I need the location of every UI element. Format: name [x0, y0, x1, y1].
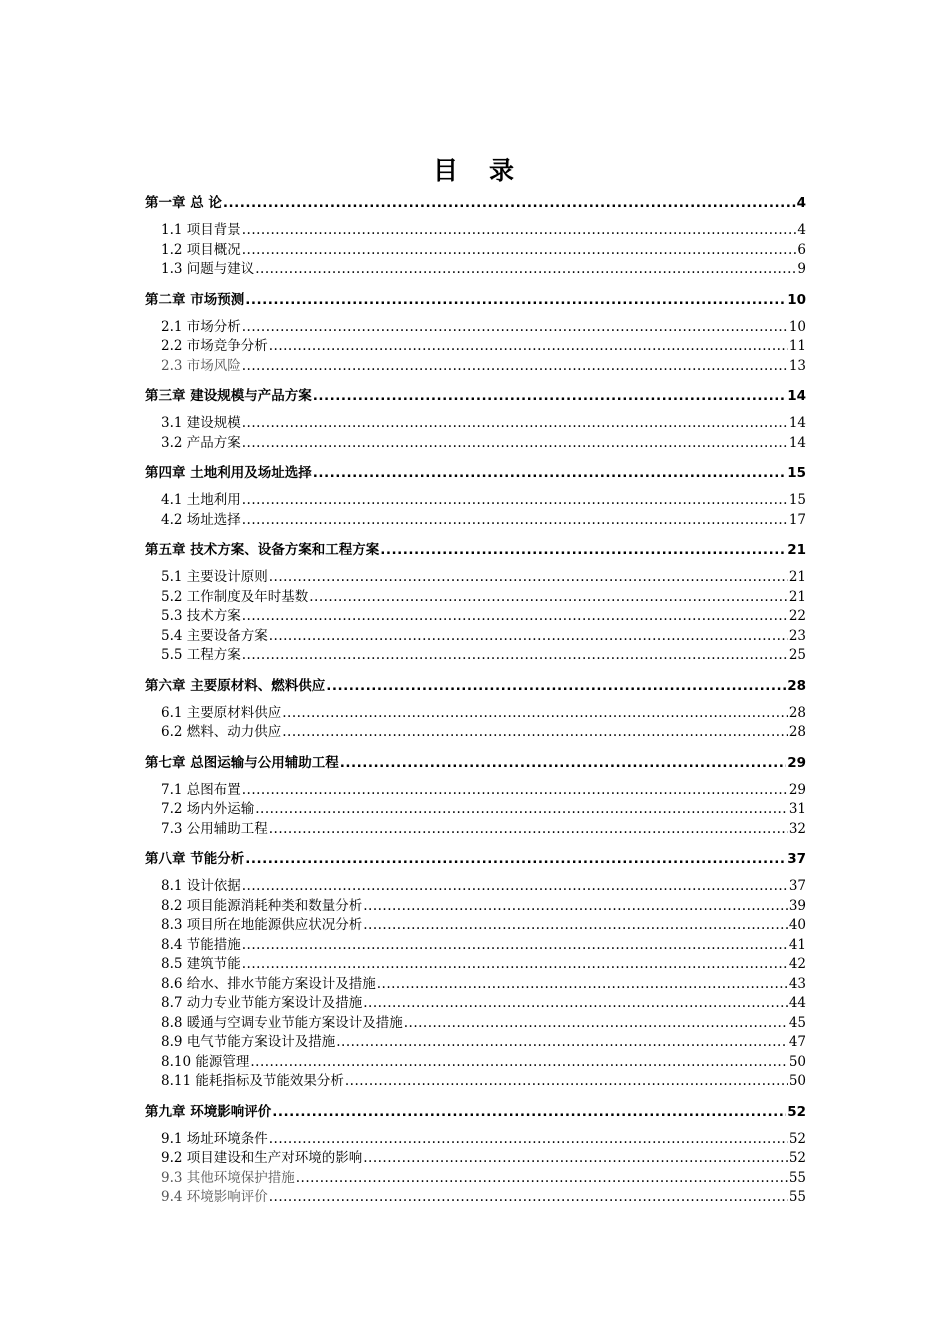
dot-leader	[340, 753, 787, 773]
toc-section[interactable]	[161, 318, 806, 338]
toc-section-page-number: 50	[788, 1073, 806, 1089]
toc-chapter-label: 第五章 技术方案、设备方案和工程方案	[145, 542, 380, 558]
dot-leader	[242, 414, 788, 434]
dot-leader	[255, 800, 788, 820]
dot-leader	[269, 568, 788, 588]
toc-section[interactable]	[161, 491, 806, 511]
toc-section-page-number: 55	[788, 1169, 806, 1186]
toc-chapter-label: 第六章 主要原材料、燃料供应	[145, 677, 326, 694]
toc-chapter[interactable]	[145, 1102, 806, 1122]
toc-section[interactable]	[161, 1014, 806, 1034]
toc-section-list	[0, 781, 950, 840]
toc-chapter[interactable]	[145, 676, 806, 696]
toc-chapter-page-number: 52	[787, 1103, 806, 1120]
dot-leader	[363, 1149, 788, 1169]
toc-section-label: 5.1 主要设计原则	[161, 569, 268, 585]
dot-leader	[242, 936, 788, 956]
toc-section-label: 8.9 电气节能方案设计及措施	[161, 1034, 336, 1050]
toc-section-label: 8.3 项目所在地能源供应状况分析	[161, 917, 363, 933]
toc-section-list	[0, 1130, 950, 1208]
toc-section-page-number: 50	[788, 1053, 806, 1070]
dot-leader	[272, 1102, 786, 1122]
dot-leader	[309, 588, 788, 608]
toc-chapter[interactable]	[145, 386, 806, 406]
toc-section-page-number: 14	[788, 415, 806, 431]
toc-section-label: 3.1 建设规模	[161, 415, 241, 431]
toc-section[interactable]	[161, 646, 806, 666]
toc-section-page-number: 10	[788, 318, 806, 335]
toc-chapter-page-number: 4	[796, 195, 806, 211]
toc-section[interactable]	[161, 1033, 806, 1053]
toc-chapter-label: 第三章 建设规模与产品方案	[145, 388, 312, 404]
toc-section[interactable]	[161, 357, 806, 377]
toc-chapter[interactable]	[145, 463, 806, 483]
toc-section-page-number: 52	[788, 1150, 806, 1166]
toc-section-list	[0, 414, 950, 453]
table-of-contents	[0, 193, 950, 1208]
toc-section[interactable]	[161, 1188, 806, 1208]
toc-section-label: 4.1 土地利用	[161, 492, 241, 508]
dot-leader	[242, 511, 788, 531]
toc-section[interactable]	[161, 337, 806, 357]
toc-section-list	[0, 318, 950, 377]
toc-section-page-number: 28	[788, 704, 806, 721]
toc-section-label: 8.4 节能措施	[161, 936, 241, 953]
dot-leader	[313, 386, 787, 406]
toc-section[interactable]	[161, 1053, 806, 1073]
dot-leader	[269, 627, 788, 647]
dot-leader	[223, 193, 796, 213]
dot-leader	[242, 491, 788, 511]
toc-section-page-number: 6	[797, 241, 806, 258]
toc-section-label: 1.3 问题与建议	[161, 261, 255, 277]
dot-leader	[242, 646, 788, 666]
dot-leader	[245, 849, 786, 869]
dot-leader	[250, 1053, 787, 1073]
toc-chapter-page-number: 15	[787, 465, 806, 481]
toc-section-label: 9.3 其他环境保护措施	[161, 1169, 295, 1186]
dot-leader	[345, 1072, 788, 1092]
toc-chapter[interactable]	[145, 193, 806, 213]
toc-section[interactable]	[161, 568, 806, 588]
toc-chapter-page-number: 10	[787, 291, 806, 308]
toc-chapter-page-number: 37	[787, 851, 806, 867]
toc-section-page-number: 23	[788, 627, 806, 644]
dot-leader	[242, 318, 788, 338]
toc-section-list	[0, 877, 950, 1092]
toc-section-label: 8.2 项目能源消耗种类和数量分析	[161, 897, 363, 914]
toc-section-page-number: 31	[788, 801, 806, 817]
toc-chapter-label: 第八章 节能分析	[145, 851, 245, 867]
dot-leader	[242, 781, 788, 801]
toc-section-page-number: 28	[788, 724, 806, 740]
toc-section-label: 8.10 能源管理	[161, 1053, 250, 1070]
toc-chapter-page-number: 21	[787, 542, 806, 558]
toc-section-label: 3.2 产品方案	[161, 434, 241, 451]
toc-section-page-number: 32	[788, 820, 806, 837]
toc-section-label: 2.1 市场分析	[161, 318, 241, 335]
toc-section-page-number: 4	[797, 222, 806, 238]
toc-section-label: 2.3 市场风险	[161, 357, 241, 374]
toc-section-label: 4.2 场址选择	[161, 511, 241, 528]
toc-section-label: 5.4 主要设备方案	[161, 627, 268, 644]
toc-section-label: 6.2 燃料、动力供应	[161, 724, 282, 740]
dot-leader	[269, 1188, 788, 1208]
toc-section[interactable]	[161, 414, 806, 434]
toc-chapter[interactable]	[145, 753, 806, 773]
toc-chapter-page-number: 14	[787, 388, 806, 404]
toc-section-label: 9.2 项目建设和生产对环境的影响	[161, 1150, 363, 1166]
toc-chapter-label: 第九章 环境影响评价	[145, 1103, 272, 1120]
toc-section-label: 7.3 公用辅助工程	[161, 820, 268, 837]
toc-title: 目 录	[432, 156, 517, 185]
toc-section-label: 1.1 项目背景	[161, 222, 241, 238]
toc-chapter-label: 第四章 土地利用及场址选择	[145, 465, 312, 481]
toc-section-list	[0, 704, 950, 743]
toc-section[interactable]	[161, 1149, 806, 1169]
toc-section-label: 8.11 能耗指标及节能效果分析	[161, 1073, 344, 1089]
dot-leader	[255, 260, 796, 280]
toc-section-page-number: 9	[797, 261, 806, 277]
toc-section-label: 6.1 主要原材料供应	[161, 704, 282, 721]
dot-leader	[269, 337, 788, 357]
toc-section-list	[0, 568, 950, 666]
dot-leader	[245, 290, 786, 310]
toc-section[interactable]	[161, 434, 806, 454]
toc-section-label: 8.6 给水、排水节能方案设计及措施	[161, 975, 376, 992]
dot-leader	[242, 357, 788, 377]
toc-section[interactable]	[161, 994, 806, 1014]
toc-section[interactable]	[161, 723, 806, 743]
toc-section-label: 7.2 场内外运输	[161, 801, 255, 817]
toc-section-page-number: 42	[788, 956, 806, 972]
toc-section-page-number: 13	[788, 357, 806, 374]
toc-section-label: 2.2 市场竞争分析	[161, 338, 268, 354]
toc-section[interactable]	[161, 704, 806, 724]
toc-section[interactable]	[161, 936, 806, 956]
toc-chapter[interactable]	[145, 290, 806, 310]
toc-section-label: 8.8 暖通与空调专业节能方案设计及措施	[161, 1014, 403, 1031]
toc-section[interactable]	[161, 260, 806, 280]
toc-section[interactable]	[161, 975, 806, 995]
dot-leader	[336, 1033, 788, 1053]
toc-section[interactable]	[161, 897, 806, 917]
toc-section-page-number: 37	[788, 878, 806, 894]
dot-leader	[242, 221, 797, 241]
toc-section[interactable]	[161, 1130, 806, 1150]
toc-section-label: 8.1 设计依据	[161, 878, 241, 894]
toc-section[interactable]	[161, 800, 806, 820]
toc-section-label: 9.1 场址环境条件	[161, 1130, 268, 1147]
dot-leader	[380, 540, 786, 560]
toc-section[interactable]	[161, 955, 806, 975]
dot-leader	[269, 1130, 788, 1150]
toc-section[interactable]	[161, 511, 806, 531]
toc-chapter[interactable]	[145, 849, 806, 869]
toc-chapter-label: 第二章 市场预测	[145, 291, 245, 308]
toc-section-page-number: 21	[788, 569, 806, 585]
toc-chapter-page-number: 29	[787, 754, 806, 771]
toc-section[interactable]	[161, 1072, 806, 1092]
toc-section-page-number: 39	[788, 897, 806, 914]
toc-section-list	[0, 491, 950, 530]
dot-leader	[326, 676, 786, 696]
toc-section[interactable]	[161, 241, 806, 261]
toc-section-page-number: 22	[788, 608, 806, 624]
toc-section-page-number: 21	[788, 588, 806, 605]
toc-section[interactable]	[161, 588, 806, 608]
toc-chapter[interactable]	[145, 540, 806, 560]
toc-section[interactable]	[161, 916, 806, 936]
toc-section-page-number: 43	[788, 975, 806, 992]
toc-section[interactable]	[161, 820, 806, 840]
toc-section-page-number: 47	[788, 1034, 806, 1050]
toc-section-page-number: 14	[788, 434, 806, 451]
toc-section[interactable]	[161, 627, 806, 647]
toc-section-page-number: 17	[788, 511, 806, 528]
toc-section-list	[0, 221, 950, 280]
dot-leader	[363, 897, 788, 917]
dot-leader	[296, 1169, 788, 1189]
toc-section-page-number: 40	[788, 917, 806, 933]
dot-leader	[242, 434, 788, 454]
toc-section-label: 5.2 工作制度及年时基数	[161, 588, 309, 605]
dot-leader	[282, 704, 788, 724]
toc-section[interactable]	[161, 781, 806, 801]
toc-section-page-number: 44	[788, 995, 806, 1011]
dot-leader	[269, 820, 788, 840]
toc-section-label: 8.7 动力专业节能方案设计及措施	[161, 995, 363, 1011]
dot-leader	[363, 916, 788, 936]
toc-chapter-label: 第七章 总图运输与公用辅助工程	[145, 754, 339, 771]
dot-leader	[242, 607, 788, 627]
toc-section-label: 5.3 技术方案	[161, 608, 241, 624]
dot-leader	[377, 975, 788, 995]
toc-section-page-number: 41	[788, 936, 806, 953]
toc-section-page-number: 55	[788, 1189, 806, 1205]
toc-section-page-number: 52	[788, 1130, 806, 1147]
toc-chapter-page-number: 28	[787, 677, 806, 694]
dot-leader	[363, 994, 788, 1014]
toc-section-page-number: 11	[788, 338, 806, 354]
toc-section[interactable]	[161, 221, 806, 241]
toc-section[interactable]	[161, 1169, 806, 1189]
toc-section-label: 8.5 建筑节能	[161, 956, 241, 972]
dot-leader	[404, 1014, 788, 1034]
dot-leader	[242, 877, 788, 897]
toc-section[interactable]	[161, 877, 806, 897]
toc-section-page-number: 45	[788, 1014, 806, 1031]
toc-section-page-number: 25	[788, 647, 806, 663]
toc-section-page-number: 29	[788, 781, 806, 798]
toc-section[interactable]	[161, 607, 806, 627]
toc-section-label: 7.1 总图布置	[161, 781, 241, 798]
dot-leader	[242, 241, 797, 261]
dot-leader	[282, 723, 788, 743]
toc-chapter-label: 第一章 总 论	[145, 195, 222, 211]
toc-section-label: 9.4 环境影响评价	[161, 1189, 268, 1205]
toc-section-page-number: 15	[788, 492, 806, 508]
dot-leader	[242, 955, 788, 975]
toc-section-label: 5.5 工程方案	[161, 647, 241, 663]
dot-leader	[313, 463, 787, 483]
toc-section-label: 1.2 项目概况	[161, 241, 241, 258]
